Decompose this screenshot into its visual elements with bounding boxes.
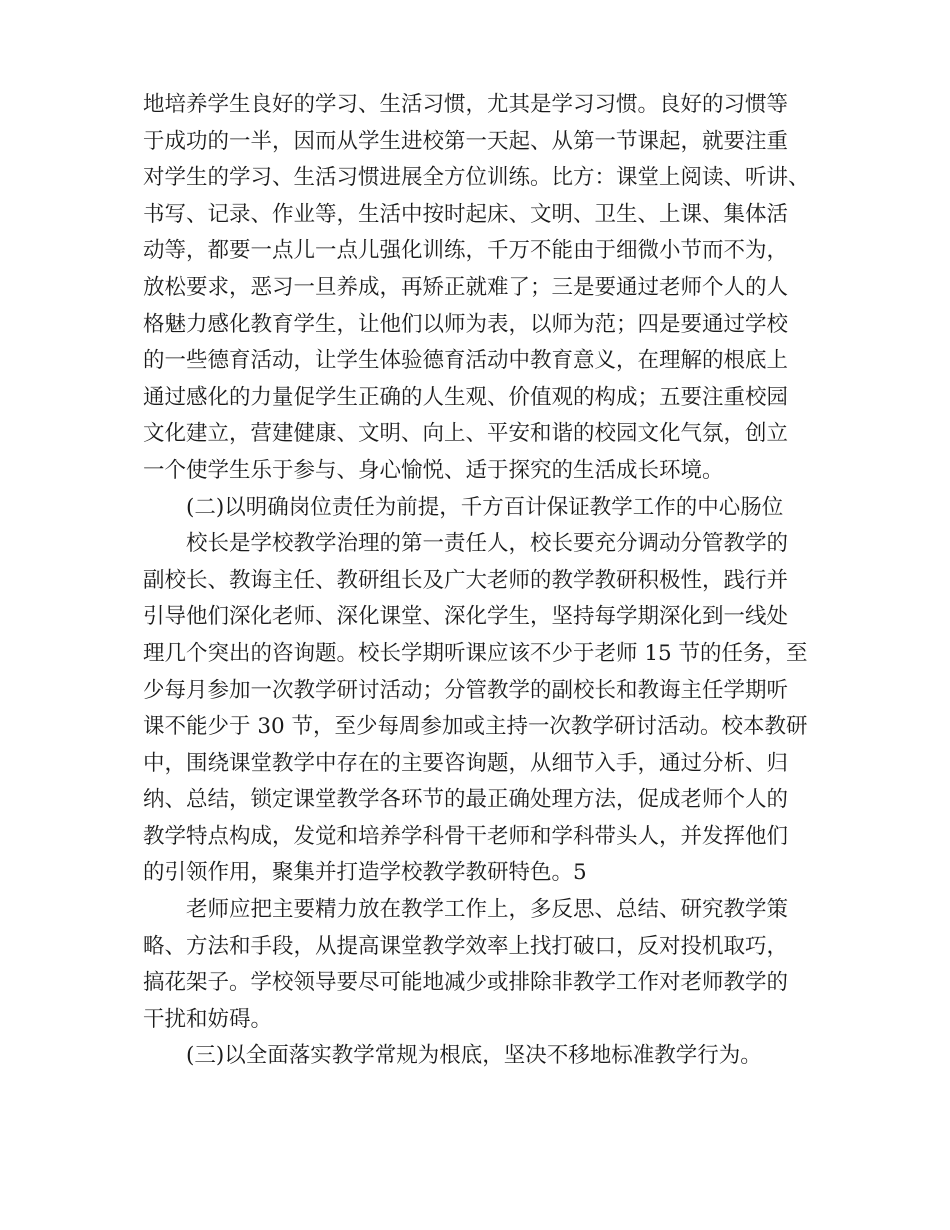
paragraph-teachers [143, 892, 833, 1038]
text-line: 于成功的一半，因而从学生进校第一天起、从第一节课起，就要注重 [143, 128, 789, 154]
text-line: 搞花架子。学校领导要尽可能地减少或排除非教学工作对老师教学的 [143, 970, 789, 996]
text-line: 的一些德育活动，让学生体验德育活动中教育意义，在理解的根底上 [143, 348, 789, 374]
text-line: 对学生的学习、生活习惯进展全方位训练。比方：课堂上阅读、听讲、 [143, 165, 810, 191]
text-line: 干扰和妨碍。 [143, 1006, 273, 1032]
text-line: 书写、记录、作业等，生活中按时起床、文明、卫生、上课、集体活 [143, 201, 789, 227]
text-line: 一个使学生乐于参与、身心愉悦、适于探究的生活成长环境。 [143, 457, 724, 483]
text-line: 课不能少于 30 节，至少每周参加或主持一次教学研讨活动。校本教研 [143, 714, 808, 740]
section-heading-3 [143, 1038, 833, 1075]
paragraph-principal [143, 526, 833, 892]
heading-line: (二)以明确岗位责任为前提，千方百计保证教学工作的中心肠位 [186, 494, 784, 520]
text-line: 格魅力感化教育学生，让他们以师为表，以师为范；四是要通过学校 [143, 311, 789, 337]
paragraph-habits [143, 87, 833, 490]
text-line: 副校长、教诲主任、教研组长及广大老师的教学教研积极性，践行并 [143, 567, 789, 593]
text-line: 略、方法和手段，从提高课堂教学效率上找打破口，反对投机取巧， [143, 933, 789, 959]
text-line: 放松要求，恶习一旦养成，再矫正就难了；三是要通过老师个人的人 [143, 274, 789, 300]
document-body [143, 87, 833, 1075]
text-line: 校长是学校教学治理的第一责任人，校长要充分调动分管教学的 [186, 531, 789, 557]
text-line: 通过感化的力量促学生正确的人生观、价值观的构成；五要注重校园 [143, 384, 789, 410]
text-line: 文化建立，营建健康、文明、向上、平安和谐的校园文化气氛，创立 [143, 421, 789, 447]
text-line: 理几个突出的咨询题。校长学期听课应该不少于老师 15 节的任务，至 [143, 640, 808, 666]
text-line: 中，围绕课堂教学中存在的主要咨询题，从细节入手，通过分析、归 [143, 750, 789, 776]
heading-line: (三)以全面落实教学常规为根底，坚决不移地标准教学行为。 [186, 1043, 762, 1069]
text-line: 老师应把主要精力放在教学工作上，多反思、总结、研究教学策 [186, 897, 789, 923]
text-line: 地培养学生良好的学习、生活习惯，尤其是学习习惯。良好的习惯等 [143, 92, 789, 117]
section-heading-2 [143, 490, 833, 527]
text-line: 少每月参加一次教学研讨活动；分管教学的副校长和教诲主任学期听 [143, 677, 789, 703]
text-line: 引导他们深化老师、深化课堂、深化学生，坚持每学期深化到一线处 [143, 604, 789, 630]
text-line: 纳、总结，锁定课堂教学各环节的最正确处理方法，促成老师个人的 [143, 787, 789, 813]
text-line: 的引领作用，聚集并打造学校教学教研特色。5 [143, 860, 587, 886]
text-line: 动等，都要一点儿一点儿强化训练，千万不能由于细微小节而不为， [143, 238, 789, 264]
text-line: 教学特点构成，发觉和培养学科骨干老师和学科带头人，并发挥他们 [143, 823, 789, 849]
